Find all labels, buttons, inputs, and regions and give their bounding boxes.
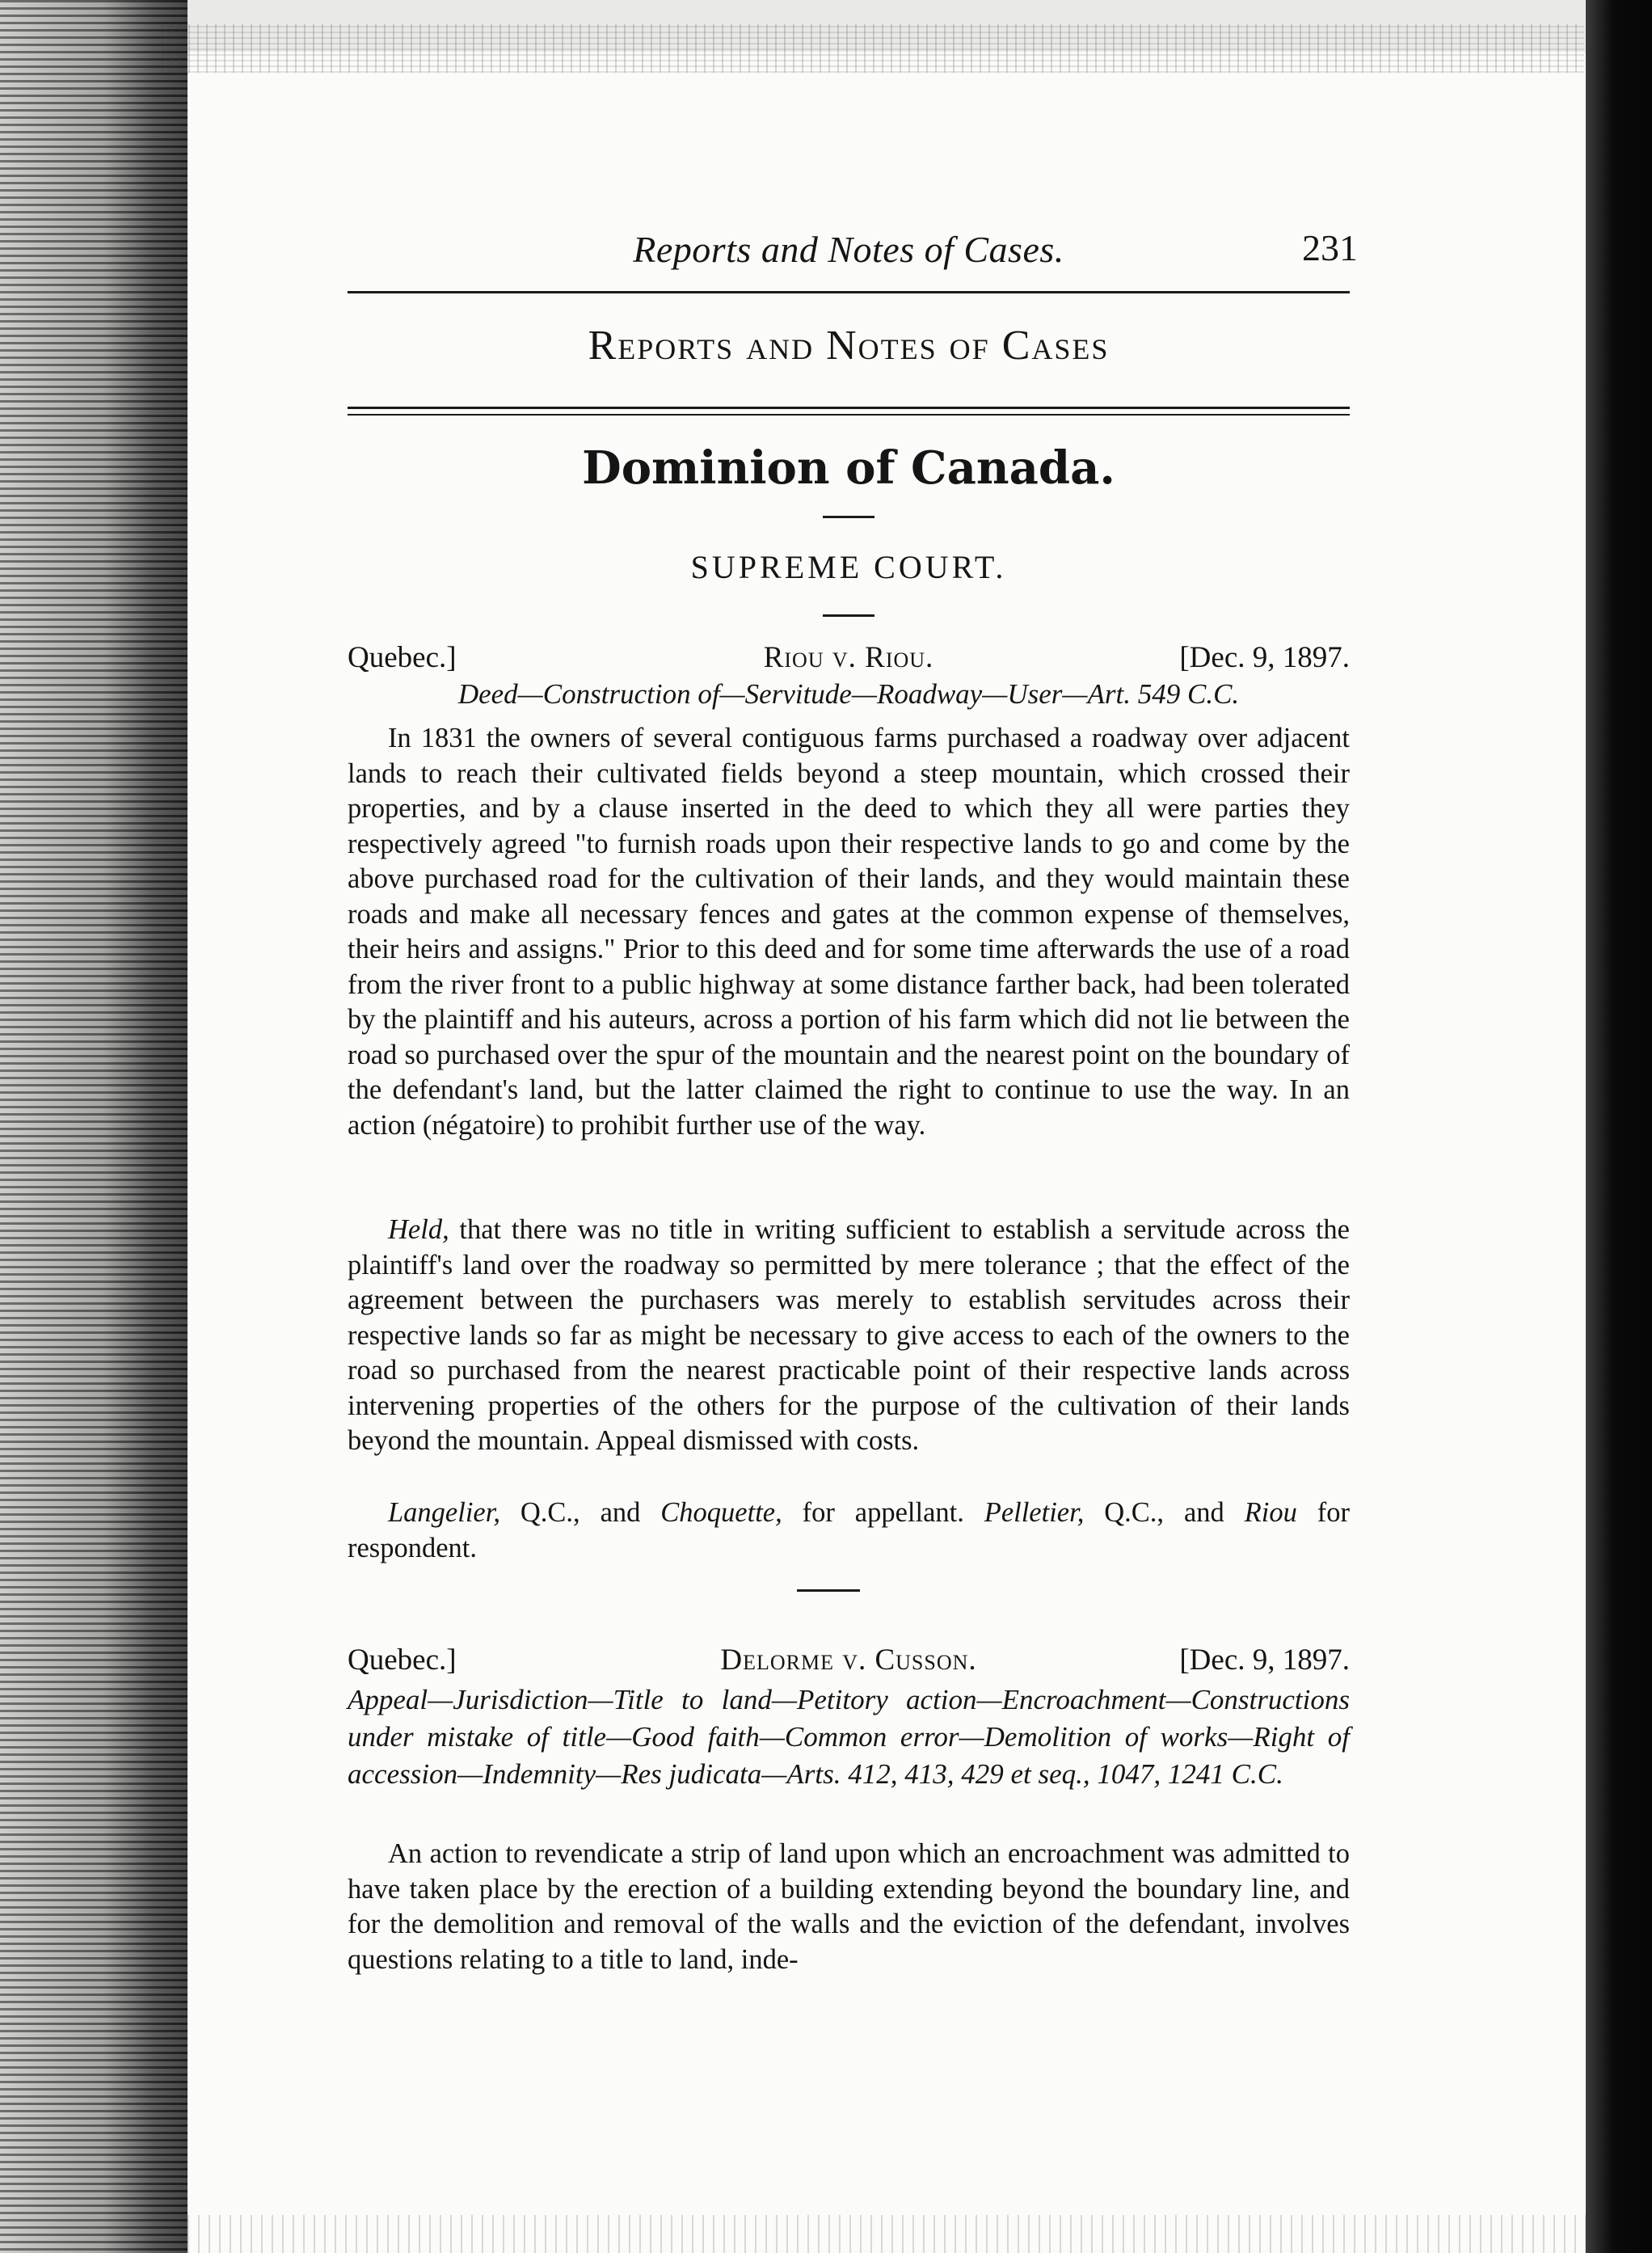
counsel-text: Q.C., and	[499, 1497, 661, 1528]
held-text: that there was no title in writing sufficient to establish a servitude across the plaintiff's land over the roadway so permitted by mere tolerance ; that the effect of the agreement between the purchasers was merely to establish servitudes across their respective lands so far as might be necessary to give access to each of the owners to the road so purchased from the nearest practicable point of their respective lands across intervening properties of the others for the purpose of the cultivation of their lands beyond the mountain. Appeal dismissed with costs.	[348, 1214, 1350, 1456]
case2-catchwords: Appeal—Jurisdiction—Title to land—Petitory action—Encroachment—Constructions under mistake of title—Good faith—Common error—Demolition of works—Right of accession—Indemnity—Res judicata—Arts. 412, 413, 429 et seq., 1047, 1241 C.C.	[348, 1684, 1350, 1790]
case1-header	[348, 640, 1350, 681]
binding-edge	[0, 0, 188, 2253]
running-head: Reports and Notes of Cases.	[633, 229, 1064, 270]
case2-date: [Dec. 9, 1897.	[1179, 1643, 1350, 1677]
case1-date: [Dec. 9, 1897.	[1179, 641, 1350, 674]
scan-shadow-right	[1586, 0, 1652, 2253]
case-separator	[797, 1589, 860, 1592]
section-double-rule-top	[348, 407, 1350, 409]
header-rule	[348, 291, 1350, 293]
page-number: 231	[1302, 227, 1358, 268]
case1-held	[348, 1213, 1350, 1459]
case1-counsel	[348, 1496, 1350, 1566]
case1-facts: In 1831 the owners of several contiguous farms purchased a roadway over adjacent lands to reach their cultivated fields beyond a steep mountain, which crossed their properties, and by a clause inserted in the deed to which they all were parties they respectively agreed "to furnish roads upon their respective lands to go and come by the above purchased road for the cultivation of their lands, and they would maintain these roads and make all necessary fences and gates at the common expense of themselves, their heirs and assigns." Prior to this deed and for some time afterwards the use of a road from the river front to a public highway at some distance farther back, had been tolerated by the plaintiff and his auteurs, across a portion of his farm which did not lie between the road so purchased over the spur of the mountain and the nearest point on the boundary of the defendant's land, but the latter claimed the right to continue to use the way. In an action (négatoire) to prohibit further use of the way.	[348, 723, 1350, 1141]
case2-province: Quebec.]	[348, 1643, 457, 1677]
case2-text: An action to revendicate a strip of land upon which an encroachment was admitted to have taken place by the erection of a building extending beyond the boundary line, and for the demolition and removal of the walls and the eviction of the defendant, involves questions relating to a title to land, inde-	[348, 1838, 1350, 1975]
scan-noise-top	[162, 24, 1584, 73]
case2-header	[348, 1643, 1350, 1683]
short-rule	[823, 516, 874, 518]
short-rule	[823, 614, 874, 617]
counsel-name: Pelletier,	[984, 1497, 1085, 1528]
case1-catchwords: Deed—Construction of—Servitude—Roadway—User—Art. 549 C.C.	[457, 678, 1240, 710]
held-label: Held,	[388, 1214, 449, 1245]
counsel-name: Langelier,	[388, 1497, 500, 1528]
jurisdiction-heading: Dominion of Canada.	[582, 441, 1115, 495]
section-title: Reports and Notes of Cases	[588, 323, 1110, 369]
scan-noise-bottom	[188, 2215, 1586, 2253]
case1-name: Riou v. Riou.	[763, 641, 934, 674]
counsel-name: Choquette,	[660, 1497, 782, 1528]
court-heading: SUPREME COURT.	[690, 549, 1007, 585]
counsel-text: for respondent.	[348, 1497, 1350, 1563]
case2-name: Delorme v. Cusson.	[720, 1643, 977, 1677]
counsel-name: Riou	[1244, 1497, 1297, 1528]
section-double-rule-bottom	[348, 414, 1350, 416]
counsel-text: for appellant.	[782, 1497, 984, 1528]
counsel-text: Q.C., and	[1084, 1497, 1245, 1528]
case1-province: Quebec.]	[348, 641, 457, 674]
